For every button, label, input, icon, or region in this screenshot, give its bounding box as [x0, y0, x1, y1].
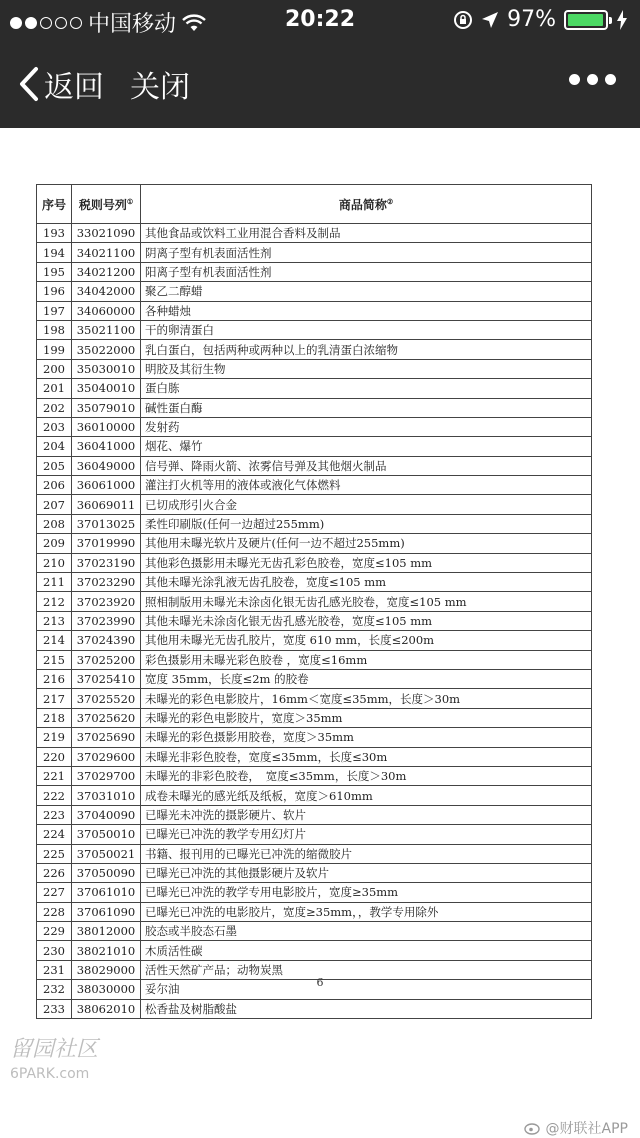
table-row: [37, 999, 592, 1018]
table-row: [37, 825, 592, 844]
battery-icon: [564, 10, 608, 30]
row-tariff-code: 34042000: [72, 282, 141, 301]
row-goods-name: 聚乙二醇蜡: [141, 282, 592, 301]
row-tariff-code: 36069011: [72, 495, 141, 514]
table-row: [37, 320, 592, 339]
row-index: 216: [37, 669, 72, 688]
table-row: [37, 611, 592, 630]
row-index: 225: [37, 844, 72, 863]
row-index: 217: [37, 689, 72, 708]
row-index: 197: [37, 301, 72, 320]
row-goods-name: 未曝光的彩色摄影用胶卷，宽度＞35mm: [141, 728, 592, 747]
table-row: [37, 902, 592, 921]
row-goods-name: 其他食品或饮料工业用混合香料及制品: [141, 224, 592, 243]
row-index: 224: [37, 825, 72, 844]
status-bar: [0, 0, 640, 40]
row-goods-name: 各种蜡烛: [141, 301, 592, 320]
row-tariff-code: 33021090: [72, 224, 141, 243]
row-goods-name: 已曝光已冲洗的其他摄影硬片及软片: [141, 863, 592, 882]
row-index: 196: [37, 282, 72, 301]
row-goods-name: 已曝光已冲洗的教学专用电影胶片，宽度≥35mm: [141, 883, 592, 902]
row-goods-name: 未曝光的非彩色胶卷， 宽度≤35mm，长度＞30m: [141, 766, 592, 785]
row-tariff-code: 37019990: [72, 534, 141, 553]
row-index: 204: [37, 437, 72, 456]
row-index: 232: [37, 980, 72, 999]
row-index: 229: [37, 922, 72, 941]
table-row: [37, 747, 592, 766]
row-index: 210: [37, 553, 72, 572]
row-index: 208: [37, 514, 72, 533]
table-row: [37, 883, 592, 902]
row-goods-name: 已切成形引火合金: [141, 495, 592, 514]
row-tariff-code: 37025690: [72, 728, 141, 747]
row-goods-name: 彩色摄影用未曝光彩色胶卷 ，宽度≤16mm: [141, 650, 592, 669]
row-goods-name: 柔性印刷版(任何一边超过255mm): [141, 514, 592, 533]
row-goods-name: 木质活性碳: [141, 941, 592, 960]
table-row: [37, 786, 592, 805]
watermark-cailianshe: @财联社APP: [524, 1118, 628, 1138]
table-row: [37, 243, 592, 262]
row-index: 195: [37, 262, 72, 281]
row-goods-name: 其他用未曝光无齿孔胶片，宽度 610 mm，长度≤200m: [141, 631, 592, 650]
table-row: [37, 495, 592, 514]
chevron-left-icon: [18, 66, 40, 102]
row-goods-name: 乳白蛋白，包括两种或两种以上的乳清蛋白浓缩物: [141, 340, 592, 359]
row-tariff-code: 37013025: [72, 514, 141, 533]
row-tariff-code: 37025200: [72, 650, 141, 669]
row-goods-name: 碱性蛋白酶: [141, 398, 592, 417]
row-goods-name: 其他未曝光未涂卤化银无齿孔感光胶卷，宽度≤105 mm: [141, 611, 592, 630]
row-goods-name: 阴离子型有机表面活性剂: [141, 243, 592, 262]
table-row: [37, 922, 592, 941]
document-page: [0, 128, 640, 1136]
row-index: 212: [37, 592, 72, 611]
table-row: [37, 631, 592, 650]
row-goods-name: 阳离子型有机表面活性剂: [141, 262, 592, 281]
more-options-icon[interactable]: [569, 74, 616, 85]
row-index: 221: [37, 766, 72, 785]
table-row: [37, 708, 592, 727]
row-tariff-code: 35022000: [72, 340, 141, 359]
table-row: [37, 844, 592, 863]
table-row: [37, 650, 592, 669]
row-tariff-code: 36041000: [72, 437, 141, 456]
table-row: [37, 437, 592, 456]
row-tariff-code: 37023190: [72, 553, 141, 572]
row-goods-name: 未曝光的彩色电影胶片，16mm＜宽度≤35mm，长度＞30m: [141, 689, 592, 708]
table-row: [37, 534, 592, 553]
weibo-icon: [524, 1121, 542, 1135]
table-row: [37, 262, 592, 281]
row-goods-name: 已曝光未冲洗的摄影硬片、软片: [141, 805, 592, 824]
row-index: 207: [37, 495, 72, 514]
row-goods-name: 松香盐及树脂酸盐: [141, 999, 592, 1018]
row-tariff-code: 38062010: [72, 999, 141, 1018]
row-goods-name: 已曝光已冲洗的电影胶片，宽度≥35mm，，教学专用除外: [141, 902, 592, 921]
table-row: [37, 417, 592, 436]
table-row: [37, 282, 592, 301]
table-row: [37, 359, 592, 378]
table-row: [37, 592, 592, 611]
row-tariff-code: 36010000: [72, 417, 141, 436]
table-row: [37, 766, 592, 785]
row-index: 201: [37, 379, 72, 398]
row-goods-name: 成卷未曝光的感光纸及纸板，宽度＞610mm: [141, 786, 592, 805]
table-row: [37, 805, 592, 824]
row-tariff-code: 34021200: [72, 262, 141, 281]
row-index: 202: [37, 398, 72, 417]
row-index: 231: [37, 960, 72, 979]
status-right-group: [453, 7, 628, 32]
row-goods-name: 胶态或半胶态石墨: [141, 922, 592, 941]
table-row: [37, 573, 592, 592]
row-goods-name: 照相制版用未曝光未涂卤化银无齿孔感光胶卷，宽度≤105 mm: [141, 592, 592, 611]
row-goods-name: 发射药: [141, 417, 592, 436]
row-goods-name: 烟花、爆竹: [141, 437, 592, 456]
row-tariff-code: 37050010: [72, 825, 141, 844]
row-index: 214: [37, 631, 72, 650]
charging-bolt-icon: [616, 10, 628, 30]
row-goods-name: 未曝光非彩色胶卷，宽度≤35mm，长度≤30m: [141, 747, 592, 766]
row-index: 209: [37, 534, 72, 553]
table-header-row: [37, 185, 592, 224]
row-index: 213: [37, 611, 72, 630]
row-goods-name: 其他用未曝光软片及硬片(任何一边不超过255mm): [141, 534, 592, 553]
row-index: 219: [37, 728, 72, 747]
table-row: [37, 476, 592, 495]
row-tariff-code: 35040010: [72, 379, 141, 398]
row-tariff-code: 37023290: [72, 573, 141, 592]
row-tariff-code: 37025520: [72, 689, 141, 708]
row-tariff-code: 37024390: [72, 631, 141, 650]
back-label: 返回: [44, 70, 104, 105]
row-goods-name: 其他未曝光涂乳液无齿孔胶卷，宽度≤105 mm: [141, 573, 592, 592]
row-index: 222: [37, 786, 72, 805]
row-tariff-code: 35030010: [72, 359, 141, 378]
row-tariff-code: 37029700: [72, 766, 141, 785]
row-tariff-code: 37025620: [72, 708, 141, 727]
row-tariff-code: 37061090: [72, 902, 141, 921]
close-button[interactable]: 关闭: [130, 70, 190, 105]
row-goods-name: 妥尔油: [141, 980, 592, 999]
goods-table: [36, 184, 592, 1019]
row-goods-name: 干的卵清蛋白: [141, 320, 592, 339]
row-index: 203: [37, 417, 72, 436]
battery-percent: 97%: [507, 7, 556, 32]
row-tariff-code: 37023920: [72, 592, 141, 611]
row-tariff-code: 34021100: [72, 243, 141, 262]
row-tariff-code: 38029000: [72, 960, 141, 979]
row-tariff-code: 36061000: [72, 476, 141, 495]
row-goods-name: 宽度 35mm，长度≤2m 的胶卷: [141, 669, 592, 688]
back-button[interactable]: [18, 62, 104, 106]
row-index: 228: [37, 902, 72, 921]
row-index: 226: [37, 863, 72, 882]
row-index: 223: [37, 805, 72, 824]
carrier-name: 中国移动: [88, 12, 177, 37]
row-tariff-code: 36049000: [72, 456, 141, 475]
row-goods-name: 蛋白胨: [141, 379, 592, 398]
row-goods-name: 信号弹、降雨火箭、浓雾信号弹及其他烟火制品: [141, 456, 592, 475]
table-row: [37, 340, 592, 359]
row-index: 206: [37, 476, 72, 495]
table-row: [37, 689, 592, 708]
table-row: [37, 669, 592, 688]
row-tariff-code: 37050090: [72, 863, 141, 882]
row-tariff-code: 37023990: [72, 611, 141, 630]
row-goods-name: 其他彩色摄影用未曝光无齿孔彩色胶卷，宽度≤105 mm: [141, 553, 592, 572]
table-row: [37, 863, 592, 882]
row-index: 193: [37, 224, 72, 243]
row-index: 198: [37, 320, 72, 339]
header-index: 序号: [37, 185, 72, 224]
row-tariff-code: 35021100: [72, 320, 141, 339]
row-goods-name: 书籍、报刊用的已曝光已冲洗的缩微胶片: [141, 844, 592, 863]
row-index: 227: [37, 883, 72, 902]
row-index: 230: [37, 941, 72, 960]
header-goods-name: 商品简称②: [141, 185, 592, 224]
page-number: 6: [316, 976, 324, 989]
watermark-6park: 留园社区 6PARK.com: [10, 1037, 99, 1082]
row-tariff-code: 34060000: [72, 301, 141, 320]
row-index: 215: [37, 650, 72, 669]
row-index: 220: [37, 747, 72, 766]
row-index: 205: [37, 456, 72, 475]
table-row: [37, 456, 592, 475]
table-row: [37, 514, 592, 533]
row-tariff-code: 37040090: [72, 805, 141, 824]
rotation-lock-icon: [453, 10, 473, 30]
table-row: [37, 941, 592, 960]
row-tariff-code: 37025410: [72, 669, 141, 688]
row-tariff-code: 38021010: [72, 941, 141, 960]
row-tariff-code: 35079010: [72, 398, 141, 417]
row-goods-name: 活性天然矿产品；动物炭黑: [141, 960, 592, 979]
table-row: [37, 398, 592, 417]
row-tariff-code: 37050021: [72, 844, 141, 863]
clock: 20:22: [284, 7, 356, 32]
row-tariff-code: 38012000: [72, 922, 141, 941]
row-index: 200: [37, 359, 72, 378]
row-goods-name: 未曝光的彩色电影胶片，宽度＞35mm: [141, 708, 592, 727]
table-row: [37, 224, 592, 243]
table-row: [37, 553, 592, 572]
row-index: 218: [37, 708, 72, 727]
header-tariff-code: 税则号列①: [72, 185, 141, 224]
table-row: [37, 301, 592, 320]
row-goods-name: 灌注打火机等用的液体或液化气体燃料: [141, 476, 592, 495]
row-goods-name: 明胶及其衍生物: [141, 359, 592, 378]
table-row: [37, 728, 592, 747]
row-index: 233: [37, 999, 72, 1018]
row-index: 194: [37, 243, 72, 262]
row-index: 211: [37, 573, 72, 592]
row-tariff-code: 38030000: [72, 980, 141, 999]
row-tariff-code: 37061010: [72, 883, 141, 902]
row-goods-name: 已曝光已冲洗的教学专用幻灯片: [141, 825, 592, 844]
table-row: [37, 379, 592, 398]
row-tariff-code: 37029600: [72, 747, 141, 766]
nav-bar: [0, 40, 640, 128]
row-tariff-code: 37031010: [72, 786, 141, 805]
row-index: 199: [37, 340, 72, 359]
location-arrow-icon: [481, 11, 499, 29]
